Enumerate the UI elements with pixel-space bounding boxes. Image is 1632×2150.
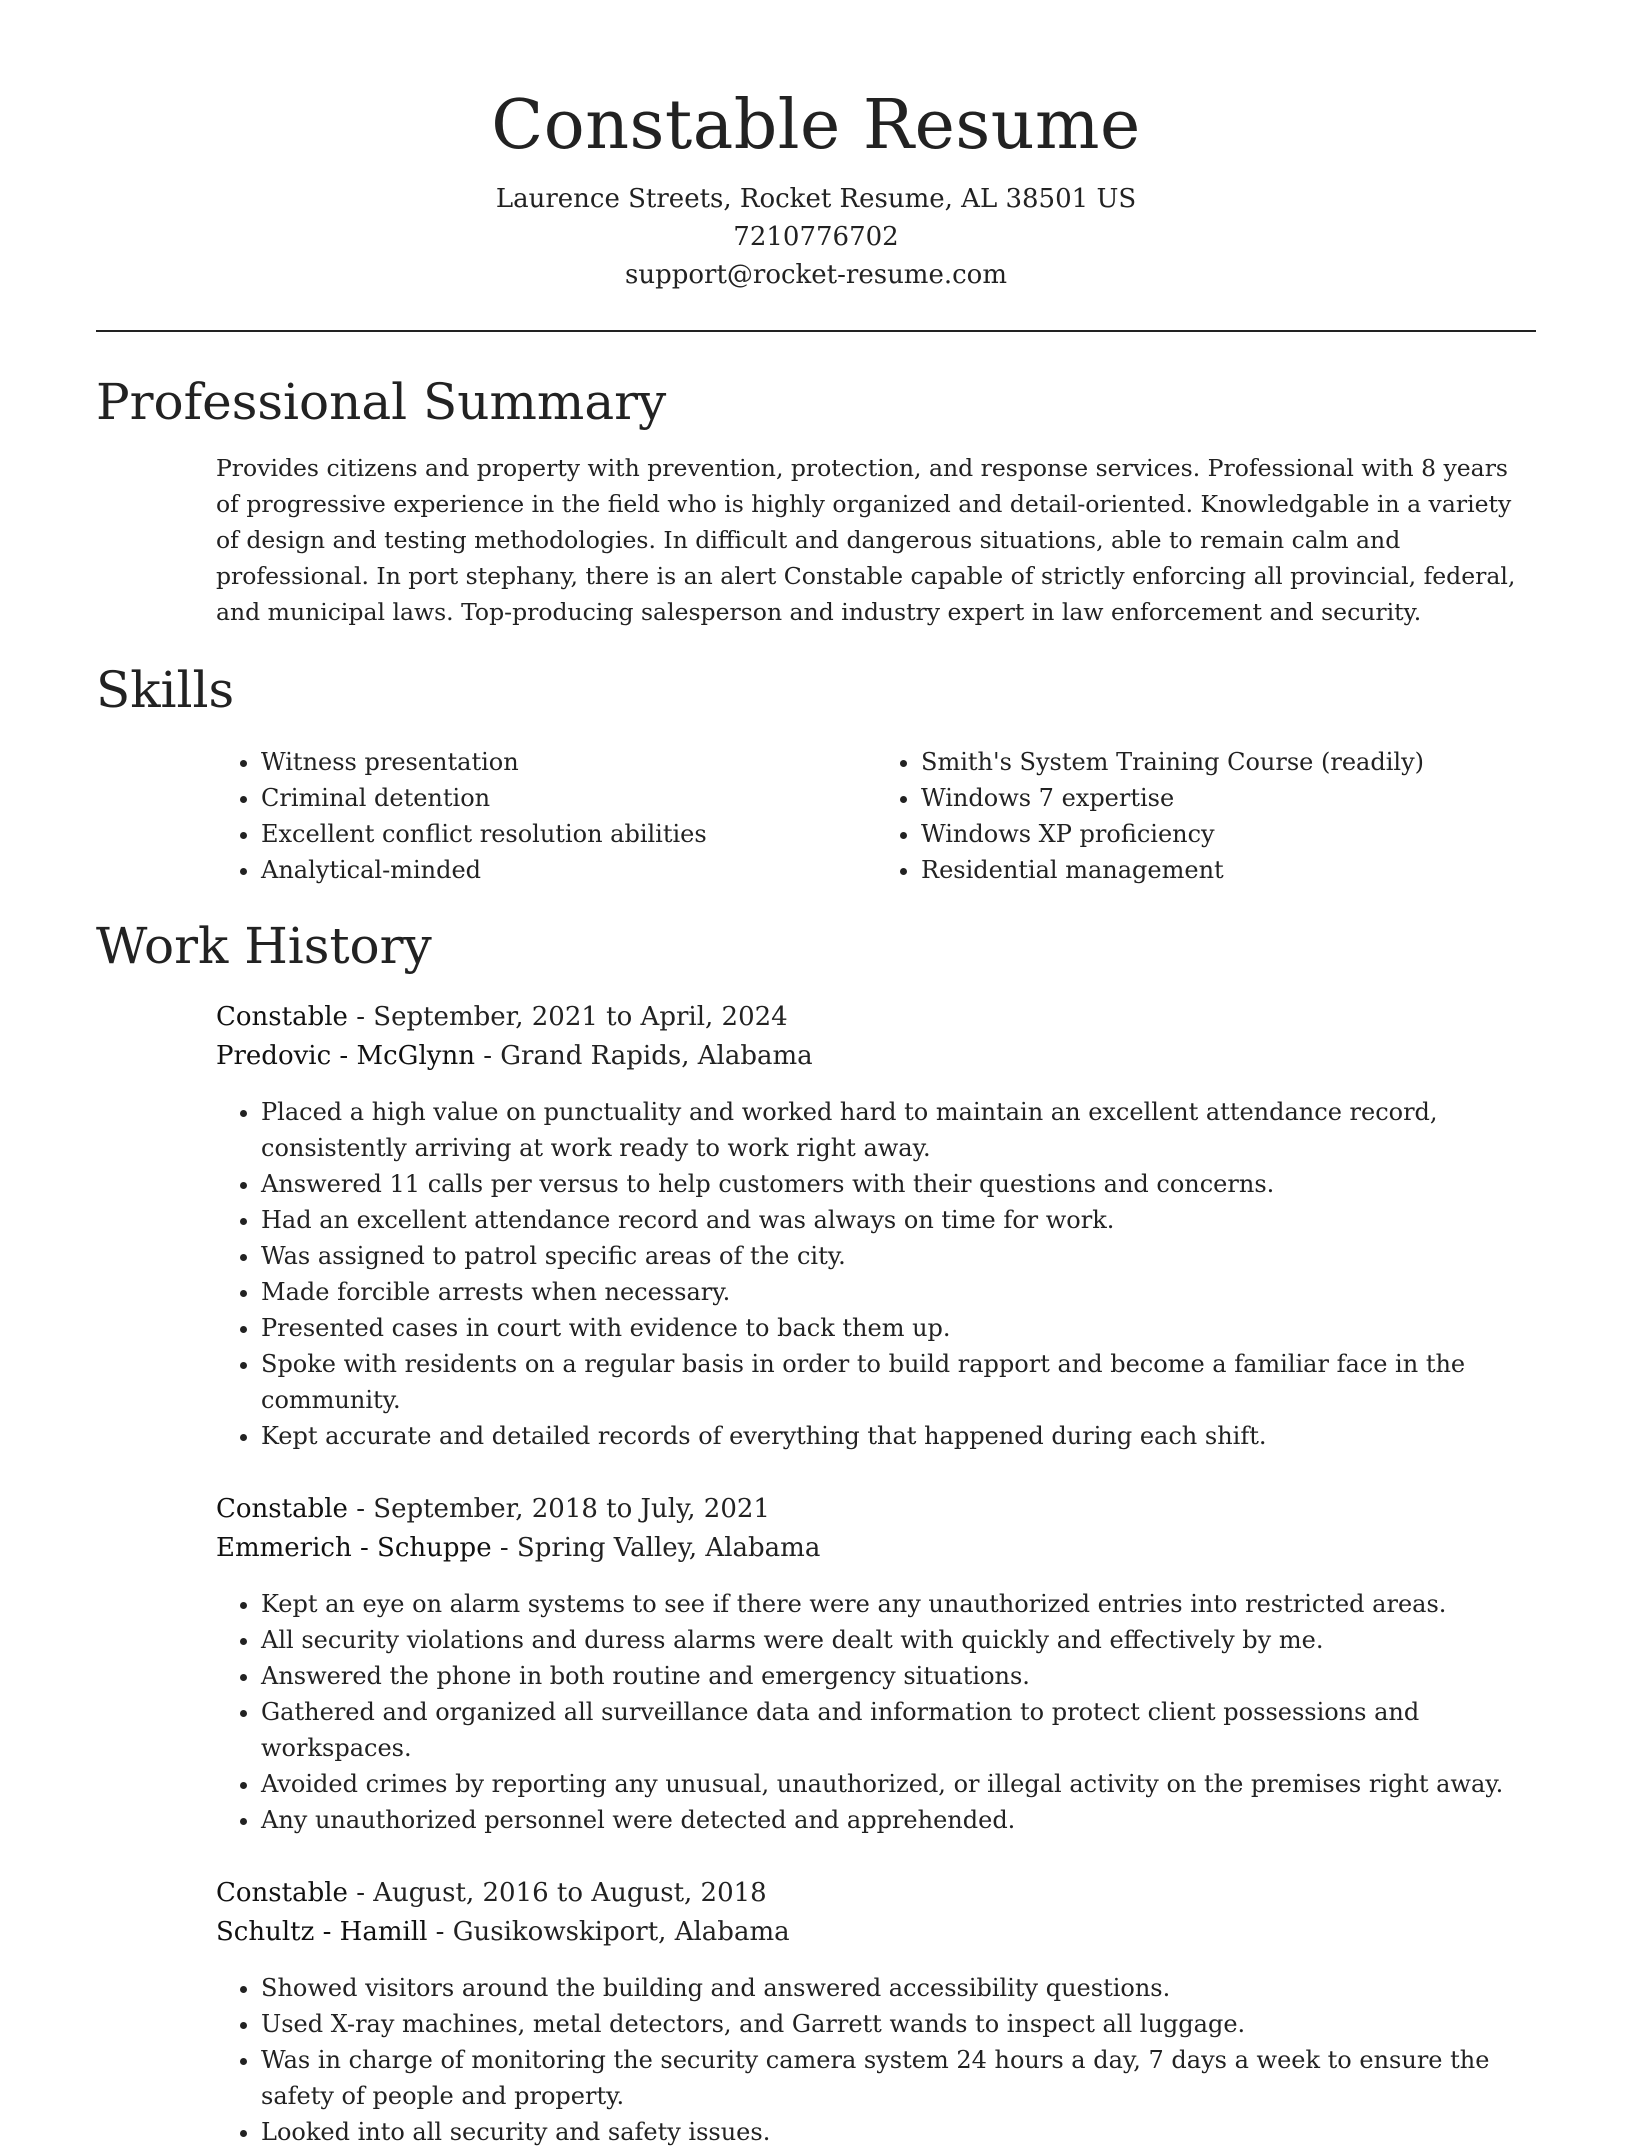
resume-page [96, 0, 1536, 2150]
work-history-heading: Work History [96, 917, 432, 975]
job-bullet: • Made forcible arrests when necessary. [261, 1274, 1561, 1310]
job-entry [216, 998, 1536, 1454]
job-bullet: • Used X-ray machines, metal detectors, and Garrett wands to inspect all luggage. [261, 2006, 1561, 2042]
to-word: to [548, 1878, 592, 1908]
separator: - [347, 1002, 374, 1032]
job-bullet: • Kept accurate and detailed records of everything that happened during each shift. [261, 1418, 1561, 1454]
separator: - [491, 1533, 517, 1563]
skill-item: • Witness presentation [261, 744, 876, 780]
job-company: Emmerich - Schuppe [216, 1533, 492, 1563]
job-company-line [216, 1529, 1536, 1568]
skill-item: • Windows 7 expertise [921, 780, 1536, 816]
job-bullets [216, 1586, 1561, 1838]
job-bullet: • Any unauthorized personnel were detected and apprehended. [261, 1802, 1561, 1838]
skill-item: • Criminal detention [261, 780, 876, 816]
summary-heading: Professional Summary [96, 373, 667, 431]
job-bullets [216, 1970, 1561, 2150]
job-title-line [216, 998, 1536, 1037]
job-bullet: • Kept an eye on alarm systems to see if there were any unauthorized entries into restricted areas. [261, 1586, 1561, 1622]
skill-item: • Excellent conflict resolution abilities [261, 816, 876, 852]
job-bullet: • Spoke with residents on a regular basis in order to build rapport and become a familiar face in the community. [261, 1346, 1561, 1418]
job-title-line [216, 1874, 1536, 1913]
job-start-date: August, 2016 [373, 1878, 549, 1908]
job-title: Constable [216, 1002, 348, 1032]
skills-list-left [216, 744, 876, 888]
job-bullet: • Answered 11 calls per versus to help customers with their questions and concerns. [261, 1166, 1561, 1202]
job-bullet: • Had an excellent attendance record and was always on time for work. [261, 1202, 1561, 1238]
job-end-date: July, 2021 [640, 1494, 770, 1524]
to-word: to [597, 1002, 641, 1032]
to-word: to [597, 1494, 641, 1524]
job-bullet: • Answered the phone in both routine and emergency situations. [261, 1658, 1561, 1694]
job-company-line [216, 1913, 1536, 1952]
contact-email: support@rocket-resume.com [624, 260, 1007, 290]
separator: - [474, 1041, 501, 1071]
contact-phone: 7210776702 [733, 222, 899, 252]
job-bullet: • Gathered and organized all surveillance data and information to protect client possessions and workspaces. [261, 1694, 1561, 1766]
job-location: Spring Valley, Alabama [516, 1533, 821, 1563]
job-bullet: • Placed a high value on punctuality and worked hard to maintain an excellent attendance record, consistently arriving at work ready to work right away. [261, 1094, 1561, 1166]
contact-block [96, 180, 1536, 294]
job-bullet: • Was in charge of monitoring the security camera system 24 hours a day, 7 days a week to ensure the safety of people and property. [261, 2042, 1561, 2114]
header-divider [96, 330, 1536, 332]
separator: - [427, 1917, 453, 1947]
job-bullets [216, 1094, 1561, 1454]
skills-grid [216, 744, 1536, 888]
job-location: Gusikowskiport, Alabama [452, 1917, 790, 1947]
job-bullet: • Was assigned to patrol specific areas of the city. [261, 1238, 1561, 1274]
job-title: Constable [216, 1878, 348, 1908]
skill-item: • Analytical-minded [261, 852, 876, 888]
job-company: Predovic - McGlynn [216, 1041, 475, 1071]
skill-item: • Residential management [921, 852, 1536, 888]
job-bullet: • Avoided crimes by reporting any unusual, unauthorized, or illegal activity on the premises right away. [261, 1766, 1561, 1802]
job-entry [216, 1490, 1536, 1838]
skills-heading: Skills [96, 661, 235, 719]
job-end-date: August, 2018 [591, 1878, 767, 1908]
skill-item: • Smith's System Training Course (readily) [921, 744, 1536, 780]
job-bullet: • Looked into all security and safety issues. [261, 2114, 1561, 2150]
resume-title: Constable Resume [491, 86, 1141, 165]
summary-text: Provides citizens and property with prevention, protection, and response services. Professional with 8 years of progressive experience in the field who is highly organized and detail-oriented. Knowledgable in a variety of design and testing methodologies. In difficult and dangerous situations, able to remain calm and professional. In port stephany, there is an alert Constable capable of strictly enforcing all provincial, federal, and municipal laws. Top-producing salesperson and industry expert in law enforcement and security. [216, 454, 1516, 626]
skills-list-right [876, 744, 1536, 888]
resume-header [96, 0, 1536, 294]
job-start-date: September, 2018 [373, 1494, 598, 1524]
job-company: Schultz - Hamill [216, 1917, 428, 1947]
skill-item: • Windows XP proficiency [921, 816, 1536, 852]
job-title-line [216, 1490, 1536, 1529]
job-entry [216, 1874, 1536, 2150]
job-company-line [216, 1037, 1536, 1076]
job-end-date: April, 2024 [640, 1002, 788, 1032]
separator: - [347, 1878, 374, 1908]
job-start-date: September, 2021 [373, 1002, 598, 1032]
contact-address: Laurence Streets, Rocket Resume, AL 38501 US [495, 184, 1137, 214]
separator: - [347, 1494, 374, 1524]
job-bullet: • Presented cases in court with evidence to back them up. [261, 1310, 1561, 1346]
job-bullet: • Showed visitors around the building and answered accessibility questions. [261, 1970, 1561, 2006]
job-location: Grand Rapids, Alabama [500, 1041, 813, 1071]
job-title: Constable [216, 1494, 348, 1524]
job-bullet: • All security violations and duress alarms were dealt with quickly and effectively by me. [261, 1622, 1561, 1658]
